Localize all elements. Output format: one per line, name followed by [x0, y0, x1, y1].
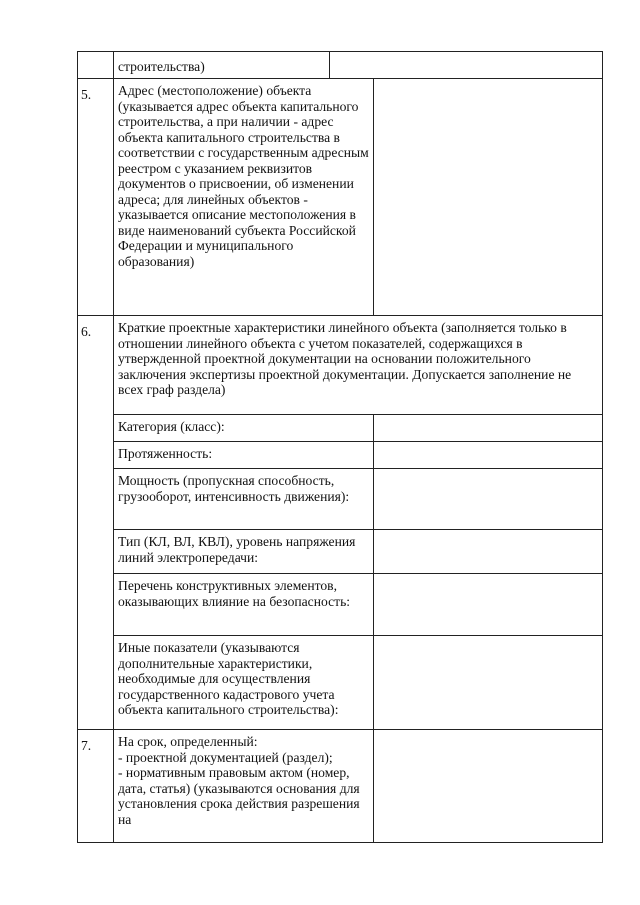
- row-value-cell[interactable]: [374, 79, 603, 316]
- field-value-capacity[interactable]: [374, 469, 603, 530]
- field-label-category: Категория (класс):: [114, 415, 374, 442]
- field-label-power-line-type: Тип (КЛ, ВЛ, КВЛ), уровень напряжения линий электропередачи:: [114, 530, 374, 574]
- field-label-other-indicators: Иные показатели (указываются дополнительные характеристики, необходимые для осуществления государственного кадастрового учета объекта капитального строительства):: [114, 636, 374, 730]
- table-row: [78, 442, 603, 469]
- table-row: [78, 636, 603, 730]
- row-number: 6.: [78, 316, 114, 730]
- row-number: 5.: [78, 79, 114, 316]
- field-value-other-indicators[interactable]: [374, 636, 603, 730]
- row-value-cell[interactable]: [374, 730, 603, 843]
- table-row: [78, 52, 603, 79]
- field-value-length[interactable]: [374, 442, 603, 469]
- field-value-power-line-type[interactable]: [374, 530, 603, 574]
- permit-form-table: [77, 51, 603, 843]
- row-description: На срок, определенный: - проектной документацией (раздел); - нормативным правовым актом (номер, дата, статья) (указываются основания для установления срока действия разрешения на: [114, 730, 374, 843]
- field-value-structural-elements[interactable]: [374, 574, 603, 636]
- row-number: [78, 52, 114, 79]
- row-value-cell[interactable]: [330, 52, 603, 79]
- field-label-capacity: Мощность (пропускная способность, грузооборот, интенсивность движения):: [114, 469, 374, 530]
- table-row: [78, 574, 603, 636]
- row-number: 7.: [78, 730, 114, 843]
- table-row: [78, 469, 603, 530]
- row-description: строительства): [114, 52, 330, 79]
- row-description: Адрес (местоположение) объекта (указывается адрес объекта капитального строительства, а при наличии - адрес объекта капитального строительства в соответствии с государственным адресным реестром с указанием реквизитов документов о присвоении, об изменении адреса; для линейных объектов - указывается описание местоположения в виде наименований субъекта Российской Федерации и муниципального образования): [114, 79, 374, 316]
- section-heading: Краткие проектные характеристики линейного объекта (заполняется только в отношении линейного объекта с учетом показателей, содержащихся в утвержденной проектной документации на основании положительного заключения экспертизы проектной документации. Допускается заполнение не всех граф раздела): [114, 316, 603, 415]
- table-row: [78, 79, 603, 316]
- field-label-structural-elements: Перечень конструктивных элементов, оказывающих влияние на безопасность:: [114, 574, 374, 636]
- field-value-category[interactable]: [374, 415, 603, 442]
- table-row: [78, 730, 603, 843]
- table-row: [78, 316, 603, 415]
- field-label-length: Протяженность:: [114, 442, 374, 469]
- table-row: [78, 530, 603, 574]
- table-row: [78, 415, 603, 442]
